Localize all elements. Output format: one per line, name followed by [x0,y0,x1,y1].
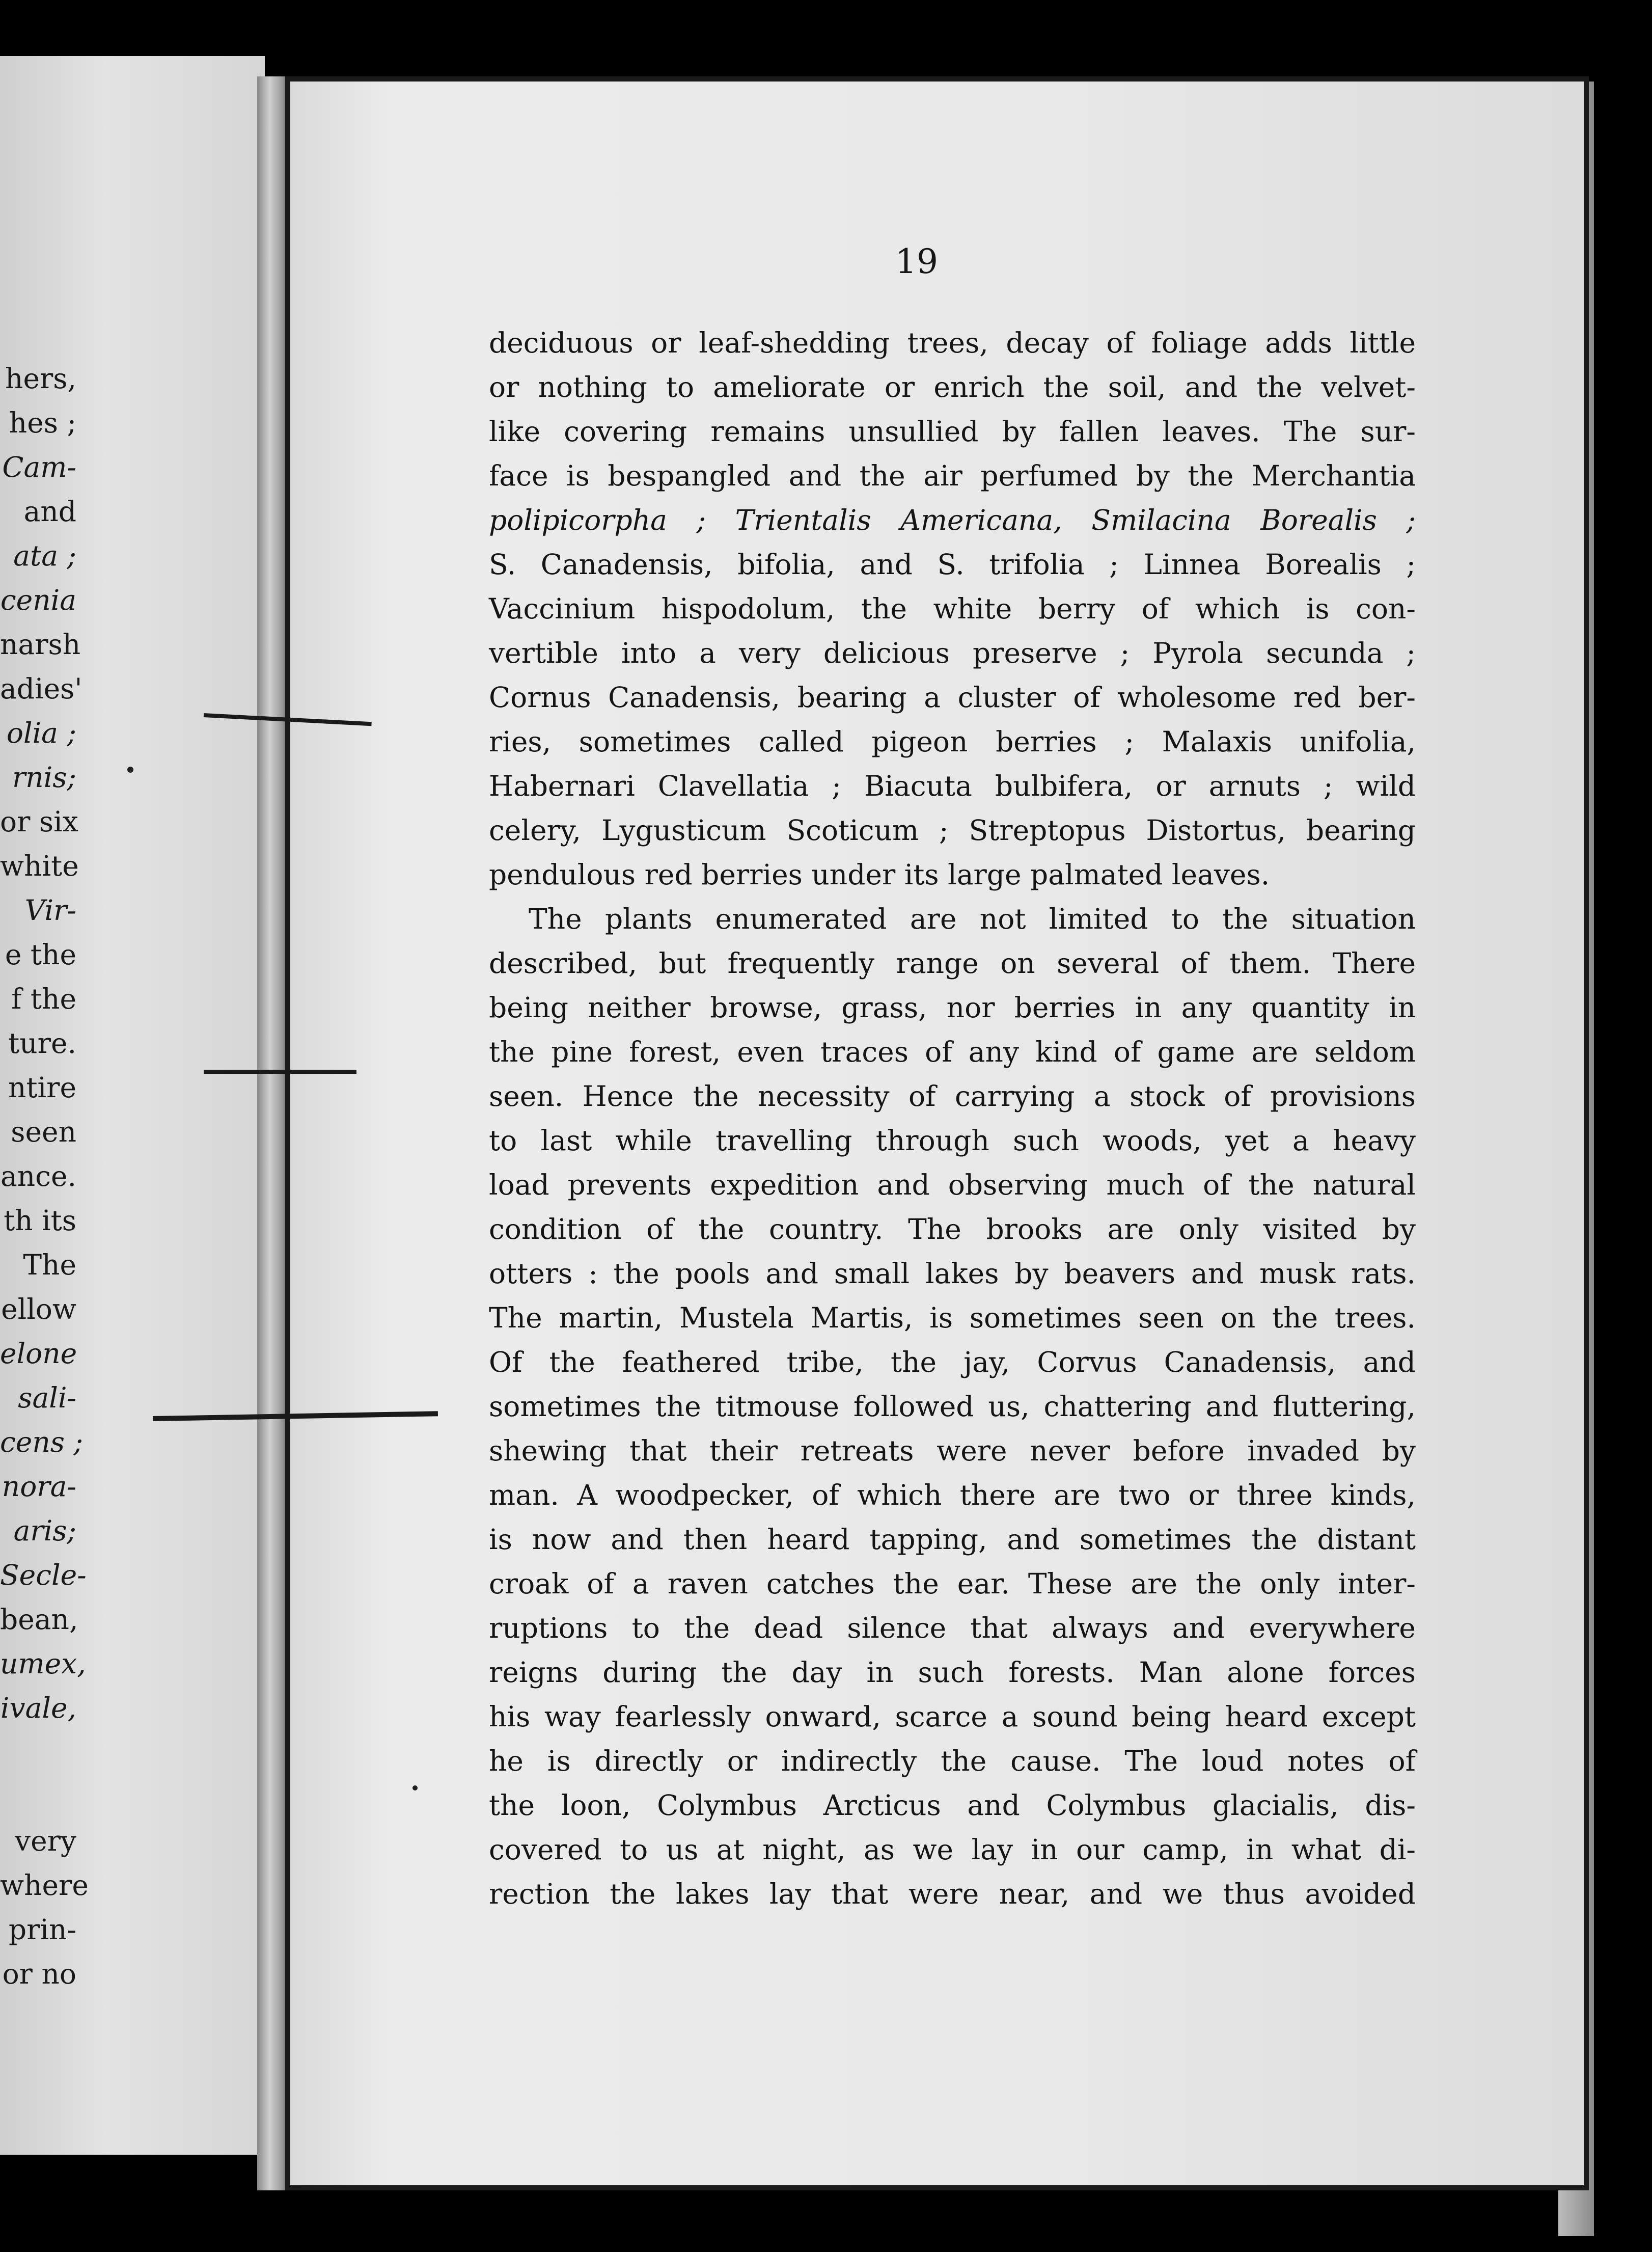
paragraph [489,321,1416,897]
page-body [489,321,1416,1916]
text-line: like covering remains unsullied by fallen leaves. The sur- [489,415,1416,448]
left-page [0,56,265,2155]
ink-speck [127,767,133,773]
left-line: prin- [8,1913,76,1946]
text-line: his way fearlessly onward, scarce a sound being heard except [489,1700,1416,1733]
left-line: umex, [0,1647,86,1680]
left-line: hes ; [9,406,76,439]
left-line: ata ; [13,539,76,572]
text-line: face is bespangled and the air perfumed by the Merchantia [489,459,1416,492]
left-line: hers, [5,362,76,395]
page-number: 19 [895,242,938,281]
text-line: ries, sometimes called pigeon berries ; Malaxis unifolia, [489,725,1416,758]
text-line: condition of the country. The brooks are only visited by [489,1213,1416,1245]
left-line: adies' [0,672,82,705]
left-line: or six [0,805,78,838]
left-line: ivale, [0,1692,76,1724]
text-line: load prevents expedition and observing much of the natural [489,1169,1416,1201]
left-line: white [0,850,79,882]
left-line: very [15,1825,76,1857]
text-line: shewing that their retreats were never before invaded by [489,1434,1416,1467]
text-line: Cornus Canadensis, bearing a cluster of wholesome red ber- [489,681,1416,714]
text-line: described, but frequently range on several of them. There [489,947,1416,980]
text-line: being neither browse, grass, nor berries in any quantity in [489,991,1416,1024]
left-line: seen [11,1116,76,1148]
text-line: Habernari Clavellatia ; Biacuta bulbifera, or arnuts ; wild [489,770,1416,802]
left-line: Cam- [2,451,76,483]
text-line: covered to us at night, as we lay in our camp, in what di- [489,1833,1416,1866]
left-line: Vir- [24,894,76,927]
left-line: narsh [0,628,81,661]
text-line: sometimes the titmouse followed us, chattering and fluttering, [489,1390,1416,1423]
left-line: where [0,1869,89,1902]
text-line: or nothing to ameliorate or enrich the soil, and the velvet- [489,371,1416,403]
left-line: elone [0,1337,77,1370]
text-line: celery, Lygusticum Scoticum ; Streptopus Distortus, bearing [489,814,1416,847]
left-line: or no [2,1958,76,1990]
text-line: otters : the pools and small lakes by beavers and musk rats. [489,1257,1416,1290]
left-line: olia ; [6,717,76,749]
left-page-text [0,357,89,1996]
text-line: polipicorpha ; Trientalis Americana, Smilacina Borealis ; [489,504,1416,536]
text-line: deciduous or leaf-shedding trees, decay of foliage adds little [489,327,1416,359]
text-line: is now and then heard tapping, and sometimes the distant [489,1523,1416,1556]
text-line: Vaccinium hispodolum, the white berry of which is con- [489,592,1416,625]
left-line: e the [5,938,76,971]
left-line: ellow [1,1293,76,1325]
left-line: cens ; [0,1426,84,1458]
left-line: bean, [0,1603,78,1636]
text-line: rection the lakes lay that were near, and we thus avoided [489,1878,1416,1910]
text-line: reigns during the day in such forests. Man alone forces [489,1656,1416,1689]
paragraph [489,897,1416,1916]
left-line: sali- [18,1381,76,1414]
left-line: ture. [8,1027,76,1060]
text-line: to last while travelling through such woods, yet a heavy [489,1124,1416,1157]
left-line: ntire [8,1071,76,1104]
text-line: pendulous red berries under its large palmated leaves. [489,858,1270,891]
text-line: man. A woodpecker, of which there are two or three kinds, [489,1479,1416,1511]
text-line: The plants enumerated are not limited to the situation [529,903,1416,935]
text-line: S. Canadensis, bifolia, and S. trifolia ; Linnea Borealis ; [489,548,1416,581]
text-line: the pine forest, even traces of any kind of game are seldom [489,1036,1416,1068]
text-line: he is directly or indirectly the cause. The loud notes of [489,1745,1416,1777]
text-line: the loon, Colymbus Arcticus and Colymbus glacialis, dis- [489,1789,1416,1822]
left-line: aris; [13,1514,76,1547]
left-line: th its [4,1204,76,1237]
text-line: Of the feathered tribe, the jay, Corvus Canadensis, and [489,1346,1416,1378]
left-line: and [23,495,76,528]
left-line: nora- [2,1470,76,1503]
text-line: seen. Hence the necessity of carrying a stock of provisions [489,1080,1416,1113]
text-line: vertible into a very delicious preserve ; Pyrola secunda ; [489,637,1416,669]
left-line: rnis; [12,761,76,794]
ink-speck [412,1785,418,1790]
binding-stitch [204,1070,356,1074]
left-line: cenia [0,584,76,616]
left-line: The [23,1249,76,1281]
text-line: The martin, Mustela Martis, is sometimes seen on the trees. [489,1301,1416,1334]
left-line: f the [11,983,76,1015]
text-line: croak of a raven catches the ear. These are the only inter- [489,1567,1416,1600]
text-line: ruptions to the dead silence that always and everywhere [489,1612,1416,1644]
left-line: Secle- [0,1559,87,1591]
left-line: ance. [0,1160,76,1192]
